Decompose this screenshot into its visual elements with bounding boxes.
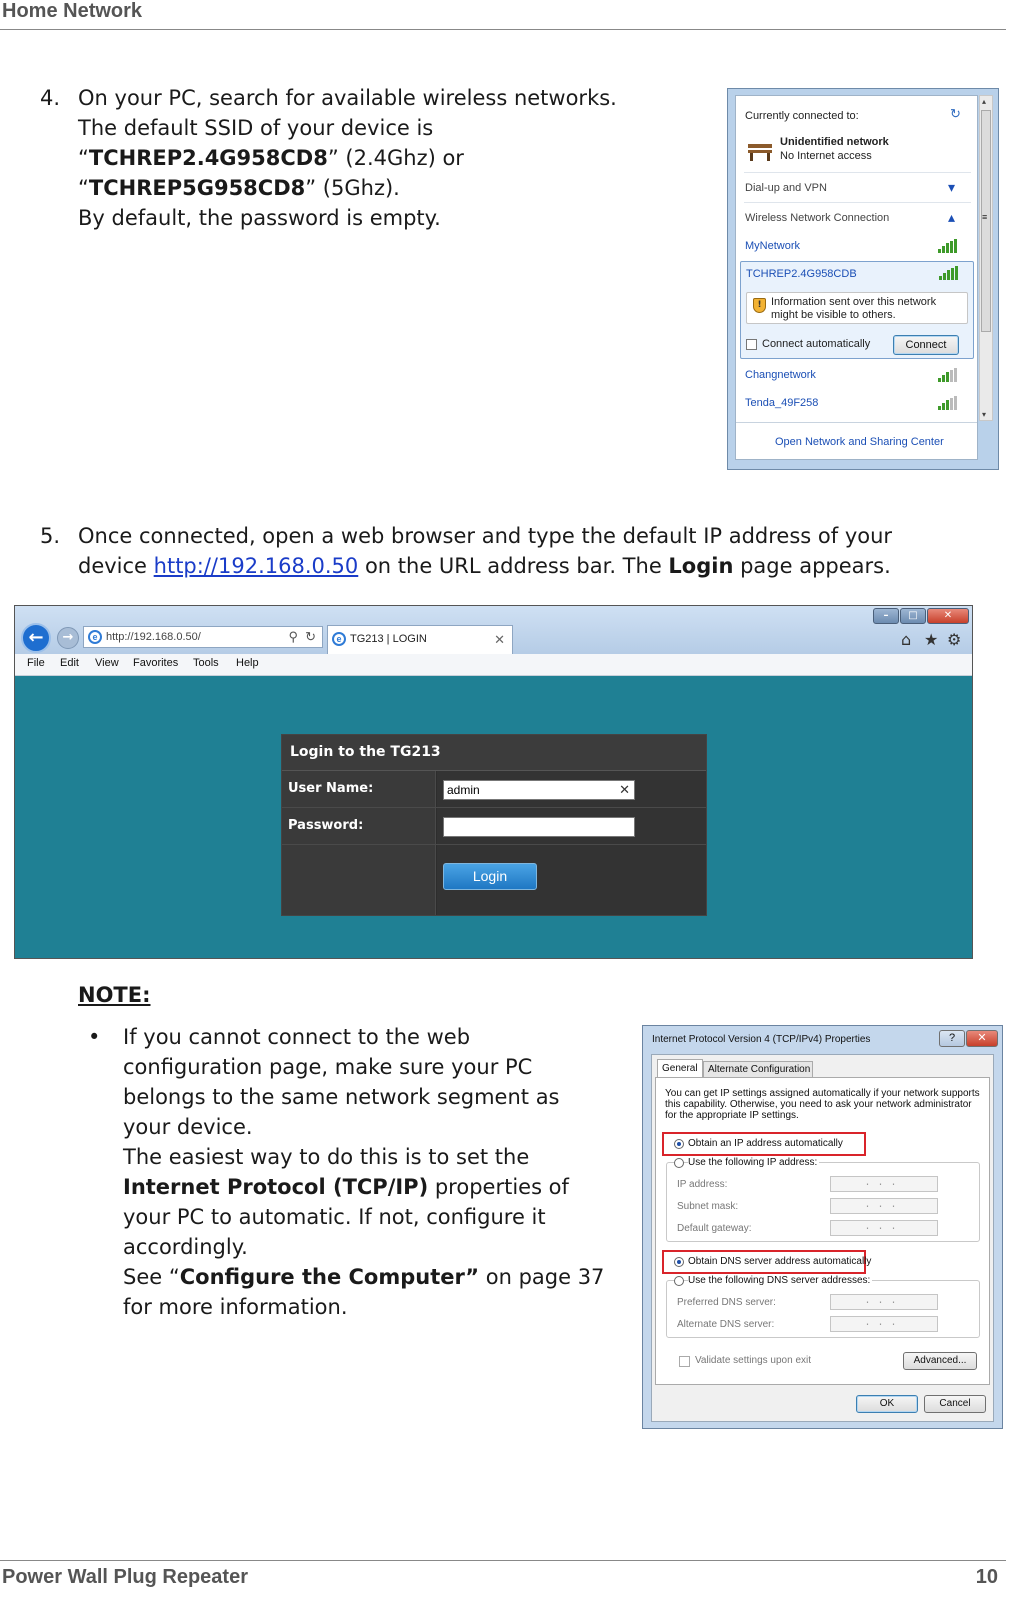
- network-status: No Internet access: [780, 150, 872, 162]
- home-icon[interactable]: ⌂: [901, 630, 912, 649]
- clear-input-icon[interactable]: ✕: [619, 782, 630, 797]
- ip-address-label: IP address:: [677, 1179, 728, 1190]
- login-title: Login to the TG213: [282, 735, 706, 771]
- ssid-24ghz: TCHREP2.4G958CD8: [88, 146, 328, 170]
- username-value: admin: [447, 783, 480, 797]
- help-button[interactable]: ?: [939, 1030, 965, 1047]
- signal-bars-icon: [938, 396, 958, 410]
- subnet-mask-input[interactable]: ...: [830, 1198, 938, 1214]
- note-line: accordingly.: [123, 1235, 248, 1259]
- step-5: [40, 521, 1000, 583]
- network-item-changnetwork[interactable]: Changnetwork: [745, 369, 816, 381]
- use-ip-label: Use the following IP address:: [688, 1157, 818, 1168]
- page-header: [0, 0, 1006, 30]
- ipv4-properties-dialog: [642, 1025, 1003, 1429]
- note-text: [123, 1022, 623, 1322]
- step-4-number: 4.: [40, 86, 61, 110]
- default-gateway-label: Default gateway:: [677, 1223, 752, 1234]
- signal-bars-icon: [938, 239, 958, 253]
- note-line: The easiest way to do this is to set the: [123, 1145, 530, 1169]
- scroll-up-icon[interactable]: ▴: [982, 97, 987, 106]
- dialog-titlebar: [643, 1026, 1002, 1052]
- note-title: NOTE:: [78, 983, 151, 1007]
- maximize-button[interactable]: □: [900, 608, 926, 624]
- connect-automatically-checkbox[interactable]: [746, 339, 757, 350]
- tab-alternate-label: Alternate Configuration: [708, 1064, 811, 1075]
- browser-tab[interactable]: [327, 625, 513, 654]
- note-line: If you cannot connect to the web: [123, 1025, 471, 1049]
- advanced-button[interactable]: Advanced...: [903, 1352, 977, 1370]
- preferred-dns-label: Preferred DNS server:: [677, 1297, 776, 1308]
- username-cell: [437, 771, 706, 807]
- connect-automatically-label: Connect automatically: [762, 338, 871, 350]
- login-form: [281, 734, 707, 916]
- close-tab-icon[interactable]: ✕: [494, 632, 505, 647]
- preferred-dns-input[interactable]: ...: [830, 1294, 938, 1310]
- minimize-button[interactable]: –: [873, 608, 899, 624]
- search-icon[interactable]: ⚲: [288, 629, 298, 644]
- note-line: See “Configure the Computer” on page 37: [123, 1265, 605, 1289]
- validate-label: Validate settings upon exit: [695, 1355, 812, 1366]
- note-line: configuration page, make sure your PC: [123, 1055, 533, 1079]
- username-row: [282, 771, 706, 808]
- back-button[interactable]: ←: [21, 623, 51, 653]
- step-5-line-2: device http://192.168.0.50 on the URL address bar. The Login page appears.: [78, 554, 891, 578]
- alternate-dns-label: Alternate DNS server:: [677, 1319, 775, 1330]
- flyout-panel: [735, 95, 978, 460]
- configure-computer-ref: Configure the Computer”: [179, 1265, 480, 1289]
- wireless-connection-header[interactable]: Wireless Network Connection: [745, 212, 890, 224]
- ie-tab-icon: e: [332, 632, 346, 646]
- dialup-vpn-label[interactable]: Dial-up and VPN: [745, 182, 827, 194]
- use-ip-radio[interactable]: [674, 1158, 684, 1168]
- password-input[interactable]: [443, 817, 635, 837]
- network-item-mynetwork[interactable]: MyNetwork: [745, 240, 801, 252]
- step-5-number: 5.: [40, 524, 61, 548]
- default-ip-link[interactable]: http://192.168.0.50: [153, 554, 359, 578]
- ok-button[interactable]: OK: [856, 1395, 918, 1413]
- favorites-star-icon[interactable]: ★: [924, 630, 939, 649]
- general-tab-panel: [655, 1077, 990, 1385]
- forward-button[interactable]: →: [57, 627, 79, 649]
- use-dns-radio[interactable]: [674, 1276, 684, 1286]
- obtain-dns-radio[interactable]: [674, 1257, 684, 1267]
- browser-toolbar: [15, 606, 972, 654]
- step-5-text: [78, 521, 892, 581]
- login-word: Login: [668, 554, 734, 578]
- tcpip-term: Internet Protocol (TCP/IP): [123, 1175, 429, 1199]
- use-dns-label: Use the following DNS server addresses:: [688, 1275, 871, 1286]
- menu-view[interactable]: View: [95, 657, 119, 669]
- ip-address-input[interactable]: ...: [830, 1176, 938, 1192]
- signal-bars-warning-icon: [939, 266, 959, 280]
- username-label: User Name:: [282, 771, 436, 807]
- menu-edit[interactable]: Edit: [60, 657, 79, 669]
- note-line: for more information.: [123, 1295, 348, 1319]
- scroll-gripper-icon: ≡: [982, 212, 988, 222]
- shield-warning-icon: !: [753, 298, 766, 313]
- page-number: 10: [975, 1566, 998, 1588]
- note-line: belongs to the same network segment as: [123, 1085, 560, 1109]
- obtain-ip-label: Obtain an IP address automatically: [688, 1138, 843, 1149]
- header-title: Home Network: [2, 0, 143, 22]
- login-button-cell: [437, 845, 706, 915]
- login-button-row: [282, 845, 706, 915]
- dialog-description-3: for the appropriate IP settings.: [665, 1110, 799, 1121]
- note-line: your device.: [123, 1115, 253, 1139]
- note-line: Internet Protocol (TCP/IP) properties of: [123, 1175, 569, 1199]
- dialog-body: [651, 1054, 994, 1422]
- menu-file[interactable]: File: [27, 657, 45, 669]
- obtain-ip-radio[interactable]: [674, 1139, 684, 1149]
- step-4-line-2: The default SSID of your device is: [78, 116, 434, 140]
- chevron-up-icon[interactable]: ▴: [948, 209, 956, 225]
- refresh-icon[interactable]: ↻: [305, 629, 316, 644]
- password-label: Password:: [282, 808, 436, 844]
- dialog-title: Internet Protocol Version 4 (TCP/IPv4) Properties: [652, 1034, 871, 1045]
- note-line: your PC to automatic. If not, configure it: [123, 1205, 546, 1229]
- footer-product: Power Wall Plug Repeater: [2, 1566, 248, 1588]
- step-4-line-1: On your PC, search for available wireless networks.: [78, 86, 617, 110]
- warning-line-2: might be visible to others.: [771, 309, 896, 321]
- ie-icon: e: [88, 630, 102, 644]
- menu-favorites[interactable]: Favorites: [133, 657, 179, 669]
- alternate-dns-input[interactable]: ...: [830, 1316, 938, 1332]
- wireless-flyout: [727, 88, 999, 470]
- subnet-mask-label: Subnet mask:: [677, 1201, 739, 1212]
- flyout-divider: [744, 172, 971, 173]
- dialog-description-2: this capability. Otherwise, you need to ask your network administrator: [665, 1099, 972, 1110]
- step-5-line-1: Once connected, open a web browser and type the default IP address of your: [78, 524, 893, 548]
- address-bar[interactable]: [83, 626, 323, 648]
- browser-window: [14, 605, 973, 959]
- menu-help[interactable]: Help: [236, 657, 259, 669]
- flyout-divider: [744, 202, 971, 203]
- tab-general[interactable]: [657, 1059, 703, 1077]
- tab-general-label: General: [662, 1063, 698, 1074]
- scroll-down-icon[interactable]: ▾: [982, 410, 987, 419]
- validate-checkbox[interactable]: [679, 1356, 690, 1367]
- signal-bars-icon: [938, 368, 958, 382]
- dialog-description-1: You can get IP settings assigned automatically if your network supports: [665, 1088, 980, 1099]
- page-footer: [0, 1560, 1006, 1597]
- empty-cell: [282, 845, 436, 915]
- security-warning: [746, 292, 968, 324]
- step-4-text: [78, 83, 617, 233]
- step-4: [40, 83, 700, 243]
- step-4-line-5: By default, the password is empty.: [78, 206, 441, 230]
- network-refresh-icon[interactable]: ↻: [950, 106, 961, 121]
- network-bench-icon: [746, 140, 774, 162]
- menu-tools[interactable]: Tools: [193, 657, 219, 669]
- cancel-button[interactable]: Cancel: [924, 1395, 986, 1413]
- network-name: Unidentified network: [780, 136, 889, 148]
- connect-button[interactable]: Connect: [893, 335, 959, 355]
- flyout-divider: [736, 422, 977, 423]
- network-item-tchrep[interactable]: TCHREP2.4G958CDB: [746, 268, 857, 280]
- currently-connected-label: Currently connected to:: [745, 110, 859, 122]
- username-input[interactable]: [443, 780, 635, 800]
- step-4-line-4: “TCHREP5G958CD8” (5Ghz).: [78, 176, 400, 200]
- flyout-scrollbar[interactable]: [979, 95, 993, 421]
- password-cell: [437, 808, 706, 844]
- gear-icon[interactable]: ⚙: [947, 630, 962, 649]
- address-text: http://192.168.0.50/: [106, 631, 201, 643]
- obtain-dns-label: Obtain DNS server address automatically: [688, 1256, 872, 1267]
- tab-alternate-configuration[interactable]: [703, 1061, 813, 1077]
- warning-line-1: Information sent over this network: [771, 296, 937, 308]
- dialog-close-button[interactable]: ✕: [966, 1030, 998, 1047]
- close-window-button[interactable]: ✕: [927, 608, 969, 624]
- chevron-down-icon[interactable]: ▾: [948, 179, 956, 195]
- login-button[interactable]: Login: [443, 863, 537, 890]
- tab-title: TG213 | LOGIN: [350, 633, 427, 645]
- browser-menu-bar: [15, 654, 972, 676]
- ssid-5ghz: TCHREP5G958CD8: [88, 176, 306, 200]
- network-sharing-center-link[interactable]: Open Network and Sharing Center: [775, 436, 944, 448]
- password-row: [282, 808, 706, 845]
- note-bullet: •: [88, 1025, 101, 1049]
- default-gateway-input[interactable]: ...: [830, 1220, 938, 1236]
- step-4-line-3: “TCHREP2.4G958CD8” (2.4Ghz) or: [78, 146, 464, 170]
- network-item-tenda[interactable]: Tenda_49F258: [745, 397, 819, 409]
